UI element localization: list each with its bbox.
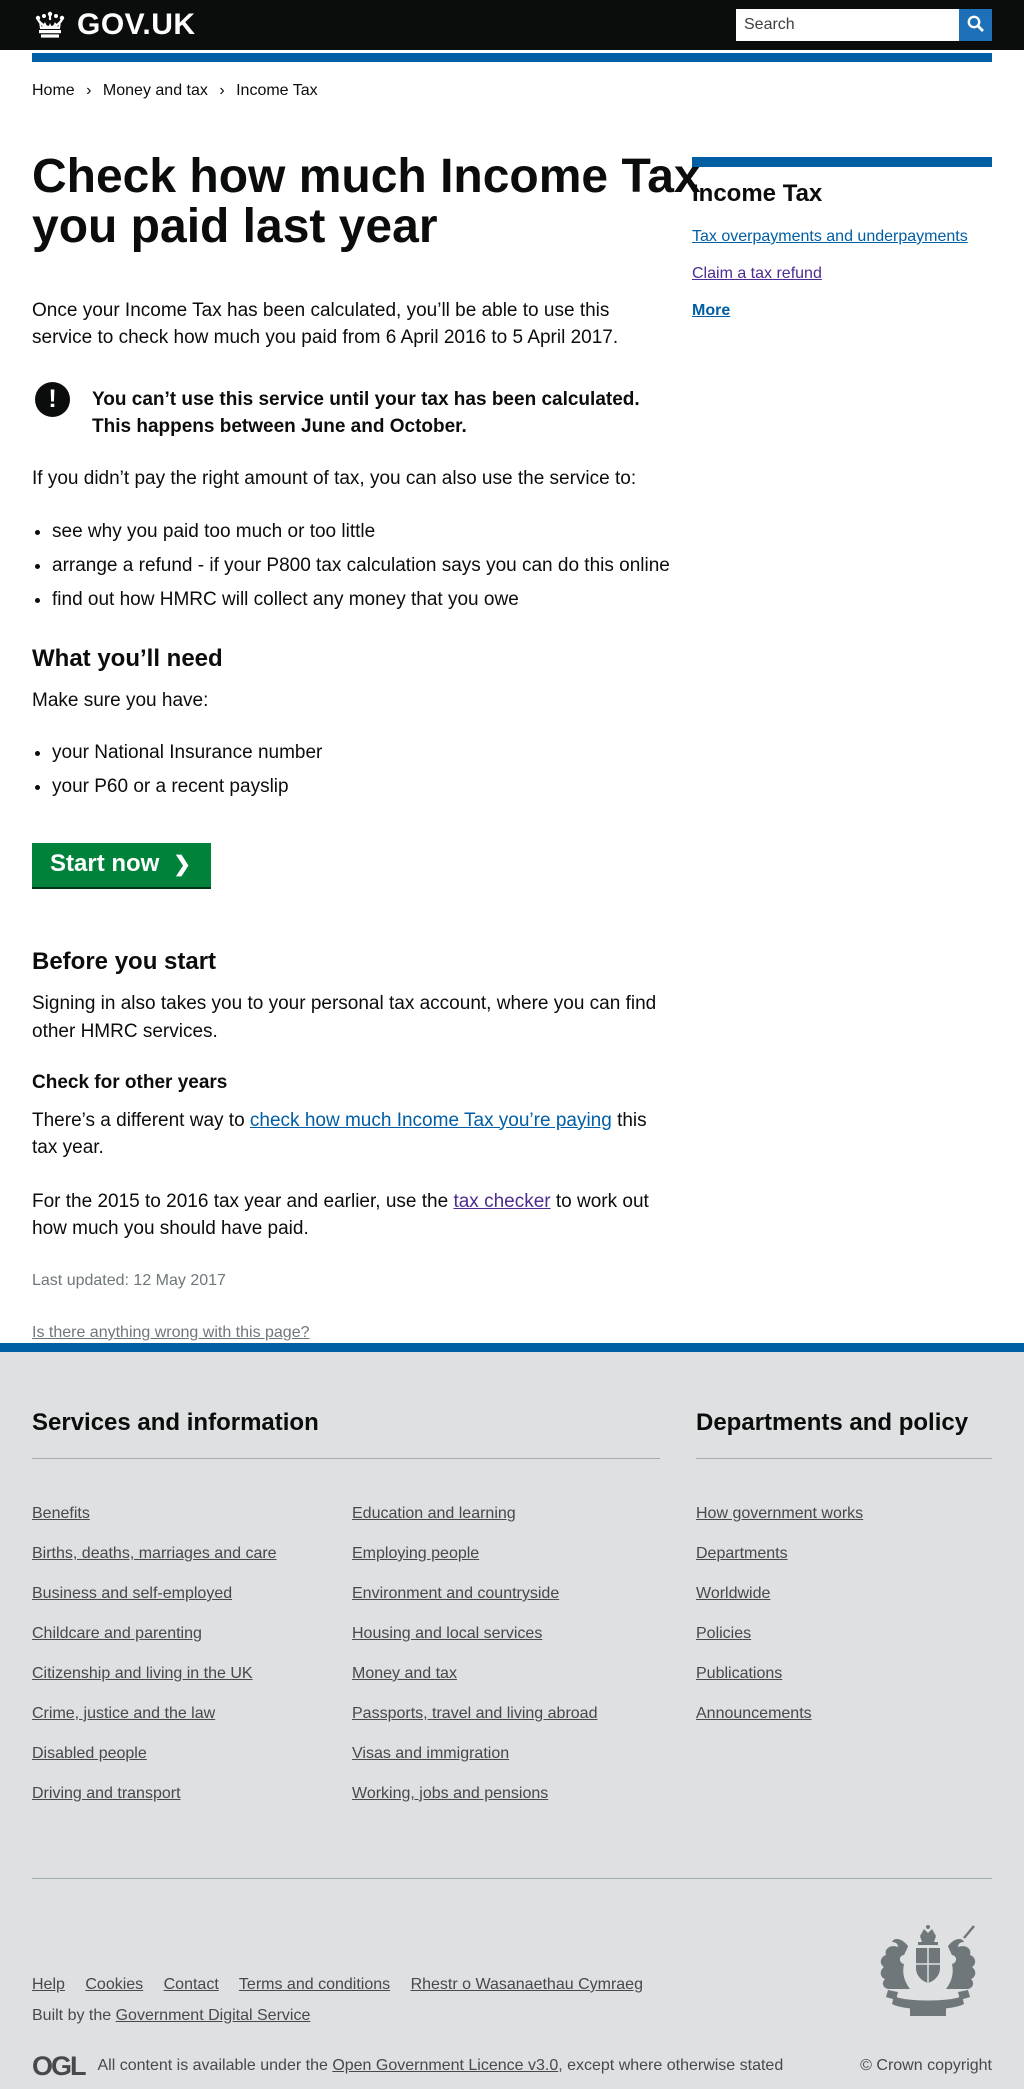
chevron-right-icon: ❯: [173, 853, 191, 877]
footer-link[interactable]: Passports, travel and living abroad: [352, 1704, 598, 1722]
other-years-paragraph-1: [32, 1107, 672, 1162]
departments-heading: Departments and policy: [696, 1408, 969, 1436]
main-content: [32, 150, 701, 1343]
chevron-separator-icon: ›: [86, 82, 92, 99]
crown-icon: [32, 11, 68, 40]
breadcrumb-income-tax[interactable]: Income Tax: [236, 82, 318, 99]
make-sure-text: Make sure you have:: [32, 689, 209, 711]
breadcrumb: [32, 82, 992, 100]
last-updated: Last updated: 12 May 2017: [32, 1271, 226, 1289]
footer-link[interactable]: Driving and transport: [32, 1784, 181, 1802]
footer-link[interactable]: Environment and countryside: [352, 1584, 560, 1602]
before-you-start-text: Signing in also takes you to your personal tax account, where you can find other HMRC services.: [32, 993, 657, 1043]
built-by: [32, 2007, 992, 2025]
chevron-separator-icon: ›: [219, 82, 225, 99]
need-list: [35, 740, 672, 799]
footer-link[interactable]: Announcements: [696, 1704, 812, 1722]
footer-link[interactable]: Childcare and parenting: [32, 1624, 202, 1642]
text: to work out how much you should have paid.: [32, 1190, 649, 1240]
page-title: Check how much Income Tax you paid last year: [32, 150, 701, 253]
breadcrumb-money-and-tax[interactable]: Money and tax: [102, 82, 208, 99]
footer-link[interactable]: Publications: [696, 1664, 783, 1682]
search-icon: [966, 14, 985, 36]
sidebar-link-overpayments[interactable]: Tax overpayments and underpayments: [692, 228, 968, 245]
start-now-label: Start now: [50, 850, 160, 878]
intro-paragraph: Once your Income Tax has been calculated, you’ll be able to use this service to check how much you paid from 6 April 2016 to 5 April 2017.: [32, 299, 619, 349]
search-input[interactable]: [736, 9, 959, 41]
footer-link[interactable]: Visas and immigration: [352, 1744, 510, 1762]
licence-text: [98, 2057, 784, 2075]
footer-link[interactable]: Benefits: [32, 1504, 90, 1522]
list-item: • see why you paid too much or too little: [52, 519, 672, 544]
list-item: • your P60 or a recent payslip: [52, 774, 672, 799]
also-use-list: [35, 519, 672, 612]
check-income-tax-link[interactable]: check how much Income Tax you’re paying: [249, 1109, 612, 1131]
sidebar-link-more[interactable]: More: [692, 302, 731, 319]
ogl-licence-link[interactable]: Open Government Licence v3.0: [332, 2057, 559, 2075]
footer-link[interactable]: Disabled people: [32, 1744, 147, 1762]
footer-link[interactable]: Worldwide: [696, 1584, 771, 1602]
search-button[interactable]: [959, 9, 992, 41]
footer-link[interactable]: How government works: [696, 1504, 864, 1522]
terms-link[interactable]: Terms and conditions: [238, 1975, 391, 1993]
footer-link[interactable]: Citizenship and living in the UK: [32, 1664, 253, 1682]
footer-link[interactable]: Working, jobs and pensions: [352, 1784, 549, 1802]
help-link[interactable]: Help: [32, 1975, 65, 1993]
also-use-intro: If you didn’t pay the right amount of tax, you can also use the service to:: [32, 468, 637, 489]
footer-links-col1: [32, 1505, 352, 1804]
text: this tax year.: [32, 1109, 647, 1159]
anything-wrong-link[interactable]: Is there anything wrong with this page?: [32, 1323, 310, 1341]
site-search: [736, 9, 992, 41]
contact-link[interactable]: Contact: [163, 1975, 219, 1993]
warning-notice: [32, 378, 672, 447]
ogl-logo-icon: OGL: [32, 2050, 85, 2081]
footer-link[interactable]: Policies: [696, 1624, 752, 1642]
footer-link[interactable]: Money and tax: [352, 1664, 457, 1682]
gds-link[interactable]: Government Digital Service: [115, 2006, 311, 2024]
footer-links-col2: [352, 1505, 672, 1804]
warning-text: You can’t use this service until your tax has been calculated. This happens between June and October.: [92, 388, 640, 438]
footer-links-col3: [696, 1505, 992, 1724]
other-years-paragraph-2: [32, 1188, 672, 1243]
footer-link[interactable]: Employing people: [352, 1544, 480, 1562]
footer-link[interactable]: Business and self-employed: [32, 1584, 233, 1602]
footer-link[interactable]: Crime, justice and the law: [32, 1704, 216, 1722]
before-you-start-heading: Before you start: [32, 948, 217, 976]
tax-checker-link[interactable]: tax checker: [453, 1190, 551, 1212]
exclamation-icon: !: [35, 382, 70, 417]
sidebar-heading: Income Tax: [692, 180, 823, 207]
govuk-logo[interactable]: [32, 8, 196, 42]
cookies-link[interactable]: Cookies: [85, 1975, 144, 1993]
footer-meta-links: [32, 1879, 992, 1994]
list-item: • find out how HMRC will collect any money that you owe: [52, 587, 672, 612]
footer-link[interactable]: Departments: [696, 1544, 788, 1562]
text: Built by the: [32, 2006, 116, 2024]
text: There’s a different way to: [32, 1109, 250, 1131]
header-blue-bar: [32, 53, 992, 62]
welsh-services-link[interactable]: Rhestr o Wasanaethau Cymraeg: [410, 1975, 643, 1993]
list-item: • arrange a refund - if your P800 tax calculation says you can do this online: [52, 553, 672, 578]
text: , except where otherwise stated: [558, 2057, 784, 2075]
services-heading: Services and information: [32, 1408, 319, 1436]
logo-text: GOV.UK: [77, 8, 196, 41]
what-you-need-heading: What you’ll need: [32, 644, 223, 672]
start-now-button[interactable]: [32, 843, 211, 887]
sidebar-link-claim-refund[interactable]: Claim a tax refund: [692, 265, 822, 282]
crown-copyright: © Crown copyright: [860, 2057, 992, 2075]
text: For the 2015 to 2016 tax year and earlier, use the: [32, 1190, 454, 1212]
list-item: • your National Insurance number: [52, 740, 672, 765]
footer-link[interactable]: Education and learning: [352, 1504, 516, 1522]
other-years-heading: Check for other years: [32, 1071, 228, 1093]
royal-coat-of-arms-icon: [864, 1924, 992, 2036]
text: All content is available under the: [97, 2057, 333, 2075]
breadcrumb-home[interactable]: Home: [32, 82, 75, 99]
footer-link[interactable]: Housing and local services: [352, 1624, 543, 1642]
divider: [696, 1458, 992, 1459]
site-footer: [0, 1343, 1024, 2089]
footer-link[interactable]: Births, deaths, marriages and care: [32, 1544, 277, 1562]
site-header: [0, 0, 1024, 50]
related-sidebar: [692, 157, 992, 336]
